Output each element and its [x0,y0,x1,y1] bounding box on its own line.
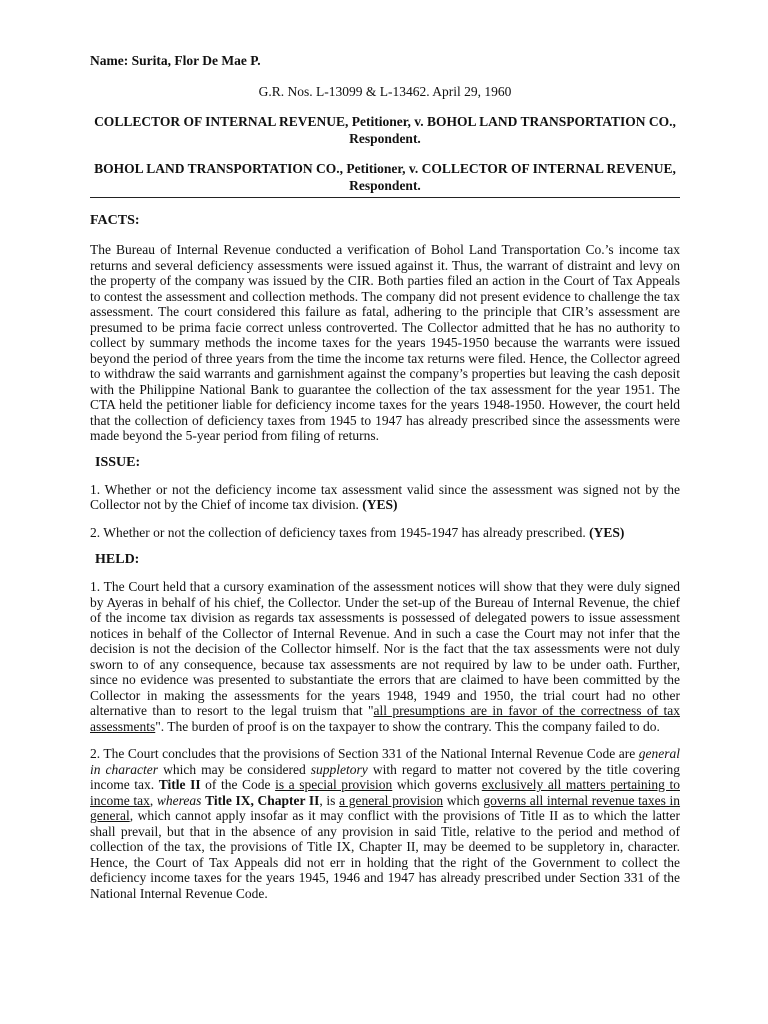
held-text: of the Code [200,777,276,792]
held-underlined-text: a general provision [339,792,444,808]
facts-paragraph: The Bureau of Internal Revenue conducted a verification of Bohol Land Transportation Co.’s income tax returns and several deficiency assessments were issued against it. Thus, the warrant of distraint and levy on the property of the company was issued by the CIR. Both parties filed an action in the Court of Tax Appeals to contest the assessment and collection methods. The company did not present evidence to challenge the tax assessment. The court considered this failure as fatal, adhering to the principle that CIR’s assessment are presumed to be prima facie correct unless controverted. The Collector admitted that he has no authority to collect by summary methods the income taxes for the years 1945-1950 because the warrants were issued beyond the period of three years from the time the income tax returns were filed. Hence, the Collector agreed to withdraw the said warrants and garnishment against the company’s properties but leaving the cash deposit with the Philippine National Bank to guarantee the collection of the tax assessment for the year 1951. The CTA held the petitioner liable for deficiency income taxes for the years 1948-1950. However, the court held that the collection of deficiency taxes from 1945 to 1947 has already prescribed since the assessments were made beyond the 5-year period from filing of returns. [90,242,681,443]
held-text: which [443,792,484,808]
case-caption-2: BOHOL LAND TRANSPORTATION CO., Petitioner, v. COLLECTOR OF INTERNAL REVENUE, Respondent. [94,161,676,193]
held-underlined-text: is a special provision [275,777,393,792]
held-text: ". The burden of proof is on the taxpayer to show the contrary. This the company failed to do. [155,718,660,734]
issue-item-1 [90,482,680,513]
held-underlined-text: all presumptions are in favor of the correctness of tax assessments [90,703,680,734]
issue-text: 2. Whether or not the collection of deficiency taxes from 1945-1947 has already prescribed. [90,524,586,540]
held-italic-text: whereas [156,792,202,808]
student-name: Name: Surita, Flor De Mae P. [90,53,261,68]
held-heading: HELD: [95,552,140,567]
held-italic-text: suppletory [310,761,368,777]
document-page [90,52,680,901]
held-bold-text: Title II [158,777,201,792]
held-text: , is [319,792,340,808]
held-underlined-text: governs all internal revenue taxes in general [90,792,681,823]
issue-heading: ISSUE: [95,454,141,470]
case-number: G.R. Nos. L-13099 & L-13462. April 29, 1960 [258,84,512,99]
issue-answer: (YES) [362,497,398,512]
held-text: which governs [392,777,482,792]
held-text: , [149,792,157,808]
held-paragraph-2 [90,746,680,901]
issue-item-2 [90,525,680,541]
issue-answer: (YES) [589,524,625,540]
held-italic-text: general in character [90,746,680,777]
facts-heading: FACTS: [90,213,140,228]
held-text: which may be considered [158,761,311,777]
case-caption-1: COLLECTOR OF INTERNAL REVENUE, Petitioner, v. BOHOL LAND TRANSPORTATION CO., Respondent. [94,114,676,146]
held-bold-text: Title IX, Chapter II [205,792,320,808]
held-paragraph-1 [90,579,680,734]
divider [90,197,680,198]
held-underlined-text: exclusively all matters pertaining to income tax [90,777,680,808]
held-text: 2. The Court concludes that the provisions of Section 331 of the National Internal Revenue Code are [90,746,639,761]
held-text: , which cannot apply insofar as it may conflict with the provisions of Title II as to which the latter shall prevail, but that in the absence of any provision in said Title, relative to the period and method of collection of the tax, the provisions of Title IX, Chapter II, may be deemed to be suppletory in, character. Hence, the Court of Tax Appeals did not err in holding that the right of the Government to collect the deficiency income taxes for the years 1945, 1946 and 1947 has already prescribed under Section 331 of the National Internal Revenue Code. [90,808,680,901]
held-text: 1. The Court held that a cursory examination of the assessment notices will show that they were duly signed by Ayeras in behalf of his chief, the Collector. Under the set-up of the Bureau of Internal Revenue, the chief of the income tax division as regards tax assessments is possessed of delegated powers to issue assessment notices in behalf of the Collector of Internal Revenue. And in such a case the Court may not infer that the decision is not the decision of the Collector himself. Nor is the fact that the tax assessments were not duly sworn to of any consequence, because tax assessments are not required by law to be under oath. Further, since no evidence was presented to substantiate the errors that are claimed to have been committed by the Collector in making the assessments for the years 1948, 1949 and 1950, the trial court had no other alternative than to resort to the legal truism that " [90,579,680,718]
held-text: with regard to matter not covered by the title covering income tax. [90,761,680,792]
issue-text: 1. Whether or not the deficiency income tax assessment valid since the assessment was signed not by the Collector not by the Chief of income tax division. [90,481,680,512]
